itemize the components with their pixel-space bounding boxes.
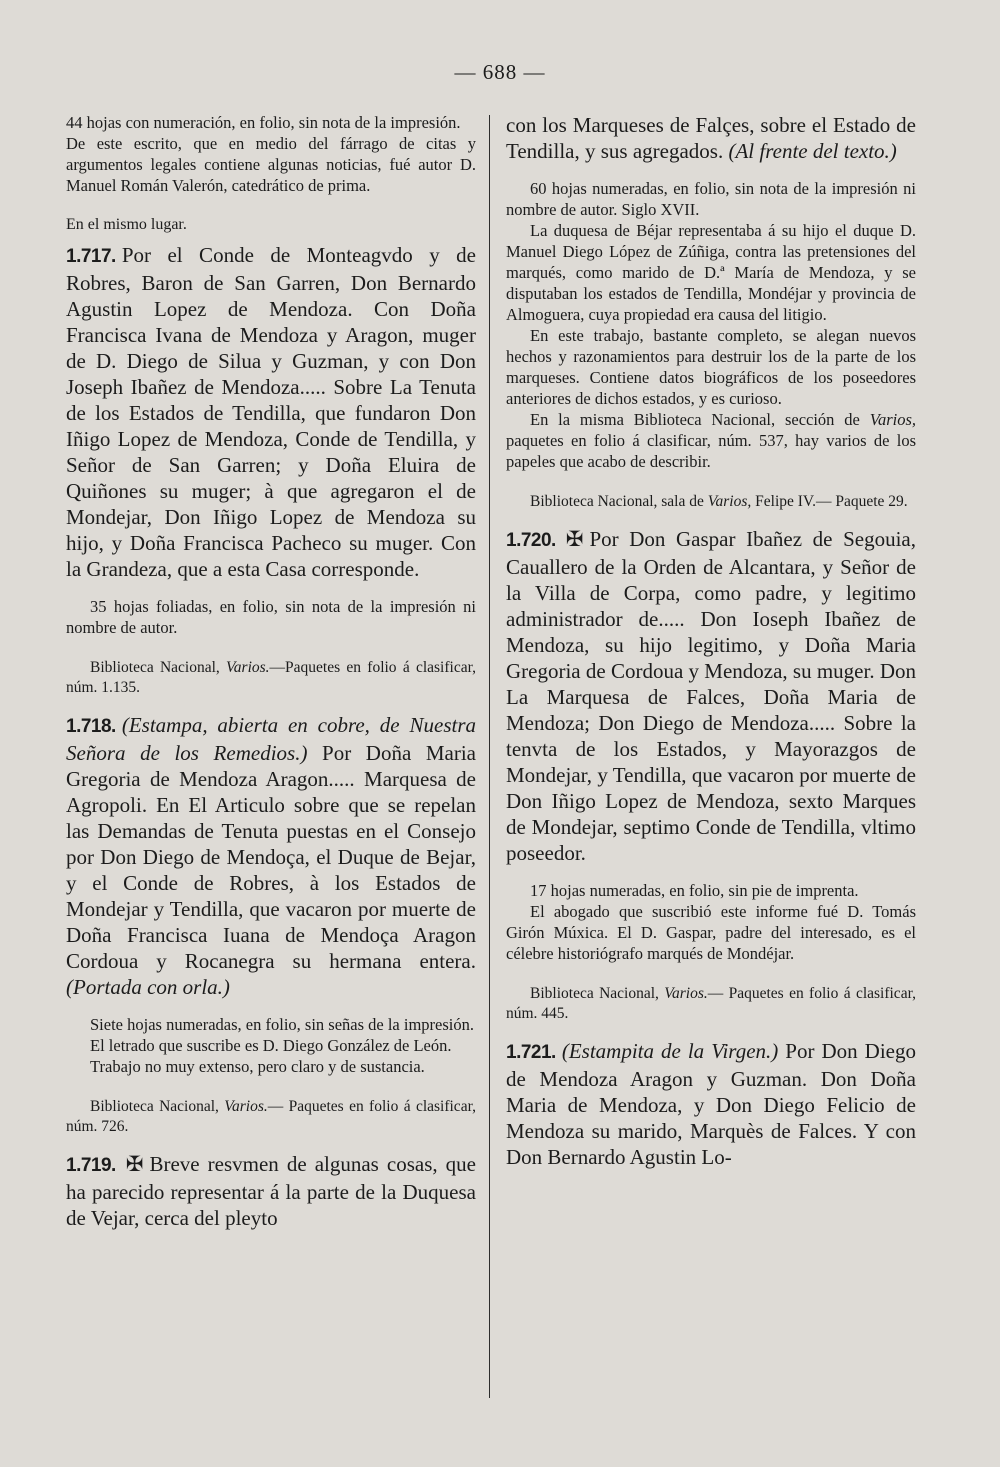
- entry-text: Por Doña Maria Gregoria de Mendoza Aragon..... Marquesa de Agropoli. En El Articulo sobre que se repelan las Demandas de Tenuta puestas en el Consejo por Don Diego de Mendoça, el Duque de Bejar, y el Conde de Robres, à los Estados de Mondejar y Tendilla, que vacaron por muerte de Doña Francisca Iuana de Mendoça Aragon Cordoua y Rocanegra su hermana entera.: [66, 741, 476, 973]
- intro-desc: 44 hojas con numeración, en folio, sin nota de la impresión.: [66, 113, 461, 132]
- entry-text: Por Don Diego de Mendoza Aragon y Guzman. Don Doña Maria de Mendoza, y Don Diego Felicio de Mendoza su marido, Marquès de Falces. Y con Don Bernardo Agustin Lo-: [506, 1039, 916, 1169]
- place-note: En el mismo lugar.: [66, 216, 187, 233]
- entry-1721: [506, 1038, 916, 1170]
- entry-number: 1.718.: [66, 716, 116, 737]
- entry-1718-desc-1: Siete hojas numeradas, en folio, sin señas de la impresión.: [90, 1015, 474, 1034]
- entry-number: 1.721.: [506, 1042, 556, 1063]
- intro-note: De este escrito, que en medio del fárrago de citas y argumentos legales contiene algunas noticias, fué autor D. Manuel Román Valerón, catedrático de prima.: [66, 134, 476, 195]
- desc-3: En este trabajo, bastante completo, se alegan nuevos hechos y razonamientos para destruir los de la parte de los marqueses. Contiene datos biográficos de los poseedores anteriores de dichos estados, y es curioso.: [506, 326, 916, 408]
- entry-1720-desc-1: 17 hojas numeradas, en folio, sin pie de imprenta.: [530, 881, 859, 900]
- entry-1720-library: Biblioteca Nacional, Varios.— Paquetes en folio á clasificar, núm. 445.: [506, 985, 916, 1022]
- column-divider: [489, 115, 490, 1398]
- desc-4: En la misma Biblioteca Nacional, sección de Varios, paquetes en folio á clasificar, núm. 537, hay varios de los papeles que acabo de describir.: [506, 410, 916, 471]
- desc-1: 60 hojas numeradas, en folio, sin nota de la impresión ni nombre de autor. Siglo XVII.: [506, 179, 916, 219]
- entry-1718: [66, 712, 476, 1000]
- library-note: Biblioteca Nacional, sala de Varios, Felipe IV.— Paquete 29.: [530, 493, 908, 510]
- entry-1717-desc: 35 hojas foliadas, en folio, sin nota de la impresión ni nombre de autor.: [66, 597, 476, 637]
- desc-2: La duquesa de Béjar representaba á su hijo el duque D. Manuel Diego López de Zúñiga, contra las pretensiones del marqués, como marido de D.ª María de Mendoza, y se disputaban los estados de Tendilla, Mondéjar y provincia de Almoguera, cuya propiedad era causa del litigio.: [506, 221, 916, 324]
- entry-1719: [66, 1151, 476, 1231]
- right-column: [506, 112, 916, 1170]
- left-column: [66, 112, 476, 1231]
- entry-1718-desc-3: Trabajo no muy extenso, pero claro y de sustancia.: [90, 1057, 425, 1076]
- entry-text: Breve resvmen de algunas cosas, que ha parecido representar á la parte de la Duquesa de Vejar, cerca del pleyto: [66, 1152, 476, 1230]
- entry-1718-library: Biblioteca Nacional, Varios.— Paquetes en folio á clasificar, núm. 726.: [66, 1098, 476, 1135]
- cross-pattee-icon: ✠: [125, 1152, 144, 1176]
- entry-1717: [66, 242, 476, 582]
- page-number: — 688 —: [454, 60, 546, 84]
- entry-text: Por el Conde de Monteagvdo y de Robres, Baron de San Garren, Don Bernardo Agustin Lopez de Mendoza. Con Doña Francisca Ivana de Mendoza y Aragon, muger de D. Diego de Silua y Guzman, y con Don Joseph Ibañez de Mendoza..... Sobre La Tenuta de los Estados de Tendilla, que fundaron Don Iñigo Lopez de Mendoza, Conde de Tendilla, y Señor de San Garren; y Doña Eluira de Quiñones su muger; à que agregaron el de Mondejar, Don Iñigo Lopez de Mendoza su hijo, y Doña Francisca Pacheco su muger. Con la Grandeza, que a esta Casa corresponde.: [66, 243, 476, 581]
- entry-number: 1.720.: [506, 530, 556, 551]
- cross-pattee-icon: ✠: [565, 527, 584, 551]
- continued-entry: con los Marqueses de Falçes, sobre el Estado de Tendilla, y sus agregados. (Al frente del texto.): [506, 113, 916, 163]
- entry-italic: (Estampa, abierta en cobre, de Nuestra Señora de los Remedios.): [66, 713, 476, 765]
- entry-1718-desc-2: El letrado que suscribe es D. Diego González de León.: [90, 1036, 452, 1055]
- entry-1717-library: Biblioteca Nacional, Varios.—Paquetes en folio á clasificar, núm. 1.135.: [66, 659, 476, 696]
- entry-text: Por Don Gaspar Ibañez de Segouia, Cauallero de la Orden de Alcantara, y Señor de la Villa de Corpa, como padre, y legitimo administrador de..... Don Ioseph Ibañez de Mendoza, su hijo legitimo, y Doña Maria Gregoria de Cordoua y Mendoza, su muger. Don La Marquesa de Falces, Doña Maria de Mendoza; Don Diego de Mendoza..... Sobre la tenvta de los Estados, y Mayorazgos de Mondejar, y Tendilla, que vacaron por muerte de Don Iñigo Lopez de Mendoza, sexto Marques de Mondejar, septimo Conde de Tendilla, vltimo poseedor.: [506, 527, 916, 865]
- entry-number: 1.719.: [66, 1155, 116, 1176]
- entry-1720: [506, 526, 916, 866]
- entry-1720-desc-2: El abogado que suscribió este informe fué D. Tomás Girón Múxica. El D. Gaspar, padre del interesado, es el célebre historiógrafo marqués de Mondéjar.: [506, 902, 916, 963]
- entry-italic: (Estampita de la Virgen.): [561, 1039, 779, 1063]
- entry-number: 1.717.: [66, 246, 116, 267]
- entry-portada: (Portada con orla.): [66, 975, 230, 999]
